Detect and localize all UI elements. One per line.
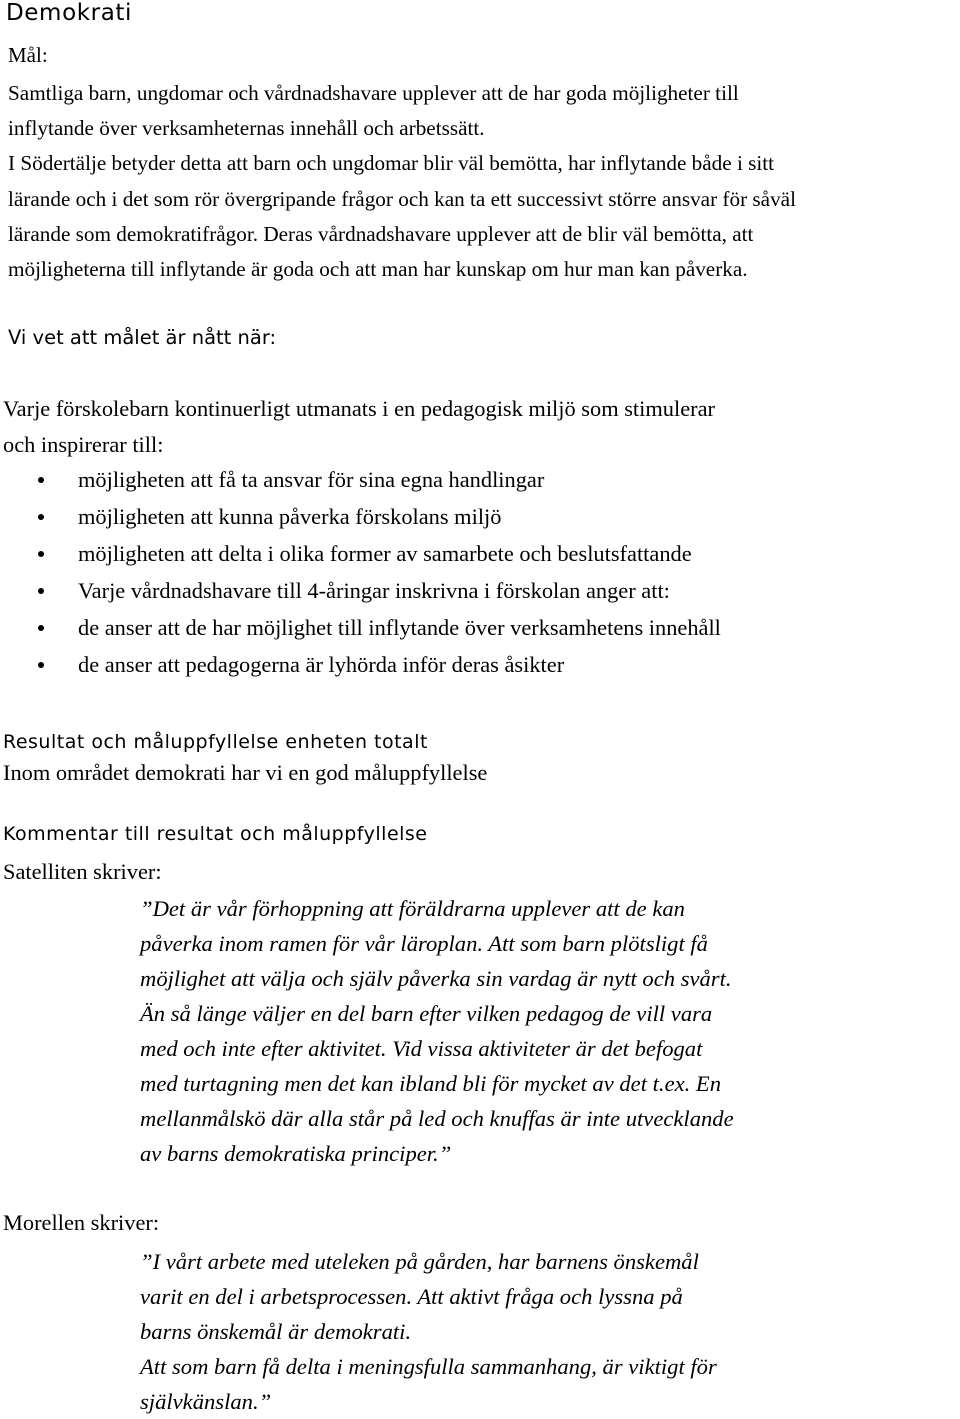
- bullet-icon: [38, 551, 44, 557]
- list-item: [38, 461, 721, 498]
- goal-line: inflytande över verksamheternas innehåll och arbetssätt.: [8, 116, 485, 141]
- bullet-icon: [38, 588, 44, 594]
- quote-line: med turtagning men det kan ibland bli för mycket av det t.ex. En: [140, 1071, 722, 1096]
- intro-line: och inspirerar till:: [3, 432, 164, 457]
- goal-line: Samtliga barn, ungdomar och vårdnadshavare upplever att de har goda möjligheter till: [8, 81, 739, 105]
- goal-line: I Södertälje betyder detta att barn och ungdomar blir väl bemötta, har inflytande både i sitt: [8, 151, 775, 176]
- satelliten-quote: [140, 891, 734, 1171]
- morellen-quote: [140, 1244, 717, 1419]
- quote-line: ”Det är vår förhoppning att föräldrarna upplever att de kan: [140, 896, 685, 921]
- bullet-icon: [38, 625, 44, 631]
- achieved-label: Vi vet att målet är nått när:: [8, 326, 277, 349]
- list-item-text: möjligheten att kunna påverka förskolans miljö: [78, 504, 502, 529]
- page-title: Demokrati: [6, 0, 133, 26]
- bullet-icon: [38, 477, 44, 483]
- list-item-text: möjligheten att få ta ansvar för sina egna handlingar: [78, 467, 545, 492]
- list-item: [38, 535, 721, 572]
- quote-line: självkänslan.”: [140, 1389, 272, 1414]
- list-item: [38, 498, 721, 535]
- list-item: [38, 609, 721, 646]
- goal-label: Mål:: [8, 43, 48, 67]
- quote-line: med och inte efter aktivitet. Vid vissa aktiviteter är det befogat: [140, 1036, 703, 1061]
- result-heading: Resultat och måluppfyllelse enheten totalt: [3, 731, 428, 753]
- list-item-text: de anser att pedagogerna är lyhörda inför deras åsikter: [78, 652, 565, 677]
- quote-line: Att som barn få delta i meningsfulla sammanhang, är viktigt för: [140, 1354, 717, 1379]
- quote-line: av barns demokratiska principer.”: [140, 1141, 452, 1166]
- list-item-text: de anser att de har möjlighet till inflytande över verksamhetens innehåll: [78, 615, 721, 640]
- goal-text: [8, 76, 796, 287]
- list-item-text: Varje vårdnadshavare till 4-åringar inskrivna i förskolan anger att:: [78, 578, 670, 603]
- quote-line: möjlighet att välja och själv påverka sin vardag är nytt och svårt.: [140, 966, 732, 991]
- comment-heading: Kommentar till resultat och måluppfyllelse: [3, 823, 428, 845]
- quote-line: mellanmålskö där alla står på led och knuffas är inte utvecklande: [140, 1106, 734, 1131]
- quote-line: ”I vårt arbete med uteleken på gården, har barnens önskemål: [140, 1249, 699, 1274]
- list-item: [38, 572, 721, 609]
- goal-line: lärande som demokratifrågor. Deras vårdnadshavare upplever att de blir väl bemötta, att: [8, 221, 754, 246]
- morellen-label: Morellen skriver:: [3, 1210, 160, 1235]
- goal-line: lärande och i det som rör övergripande frågor och kan ta ett successivt större ansvar för såväl: [8, 186, 796, 211]
- result-text: Inom området demokrati har vi en god måluppfyllelse: [3, 760, 488, 785]
- goal-line: möjligheterna till inflytande är goda och att man har kunskap om hur man kan påverka.: [8, 257, 748, 282]
- intro-text: [3, 391, 715, 463]
- list-item: [38, 646, 721, 683]
- quote-line: varit en del i arbetsprocessen. Att aktivt fråga och lyssna på: [140, 1284, 683, 1309]
- satelliten-label: Satelliten skriver:: [3, 859, 162, 884]
- quote-line: påverka inom ramen för vår läroplan. Att som barn plötsligt få: [140, 931, 708, 956]
- intro-line: Varje förskolebarn kontinuerligt utmanats i en pedagogisk miljö som stimulerar: [3, 396, 715, 421]
- list-item-text: möjligheten att delta i olika former av samarbete och beslutsfattande: [78, 541, 692, 566]
- bullet-icon: [38, 514, 44, 520]
- quote-line: barns önskemål är demokrati.: [140, 1319, 412, 1344]
- quote-line: Än så länge väljer en del barn efter vilken pedagog de vill vara: [140, 1001, 713, 1026]
- bullet-icon: [38, 662, 44, 668]
- goal-bullet-list: [38, 461, 721, 683]
